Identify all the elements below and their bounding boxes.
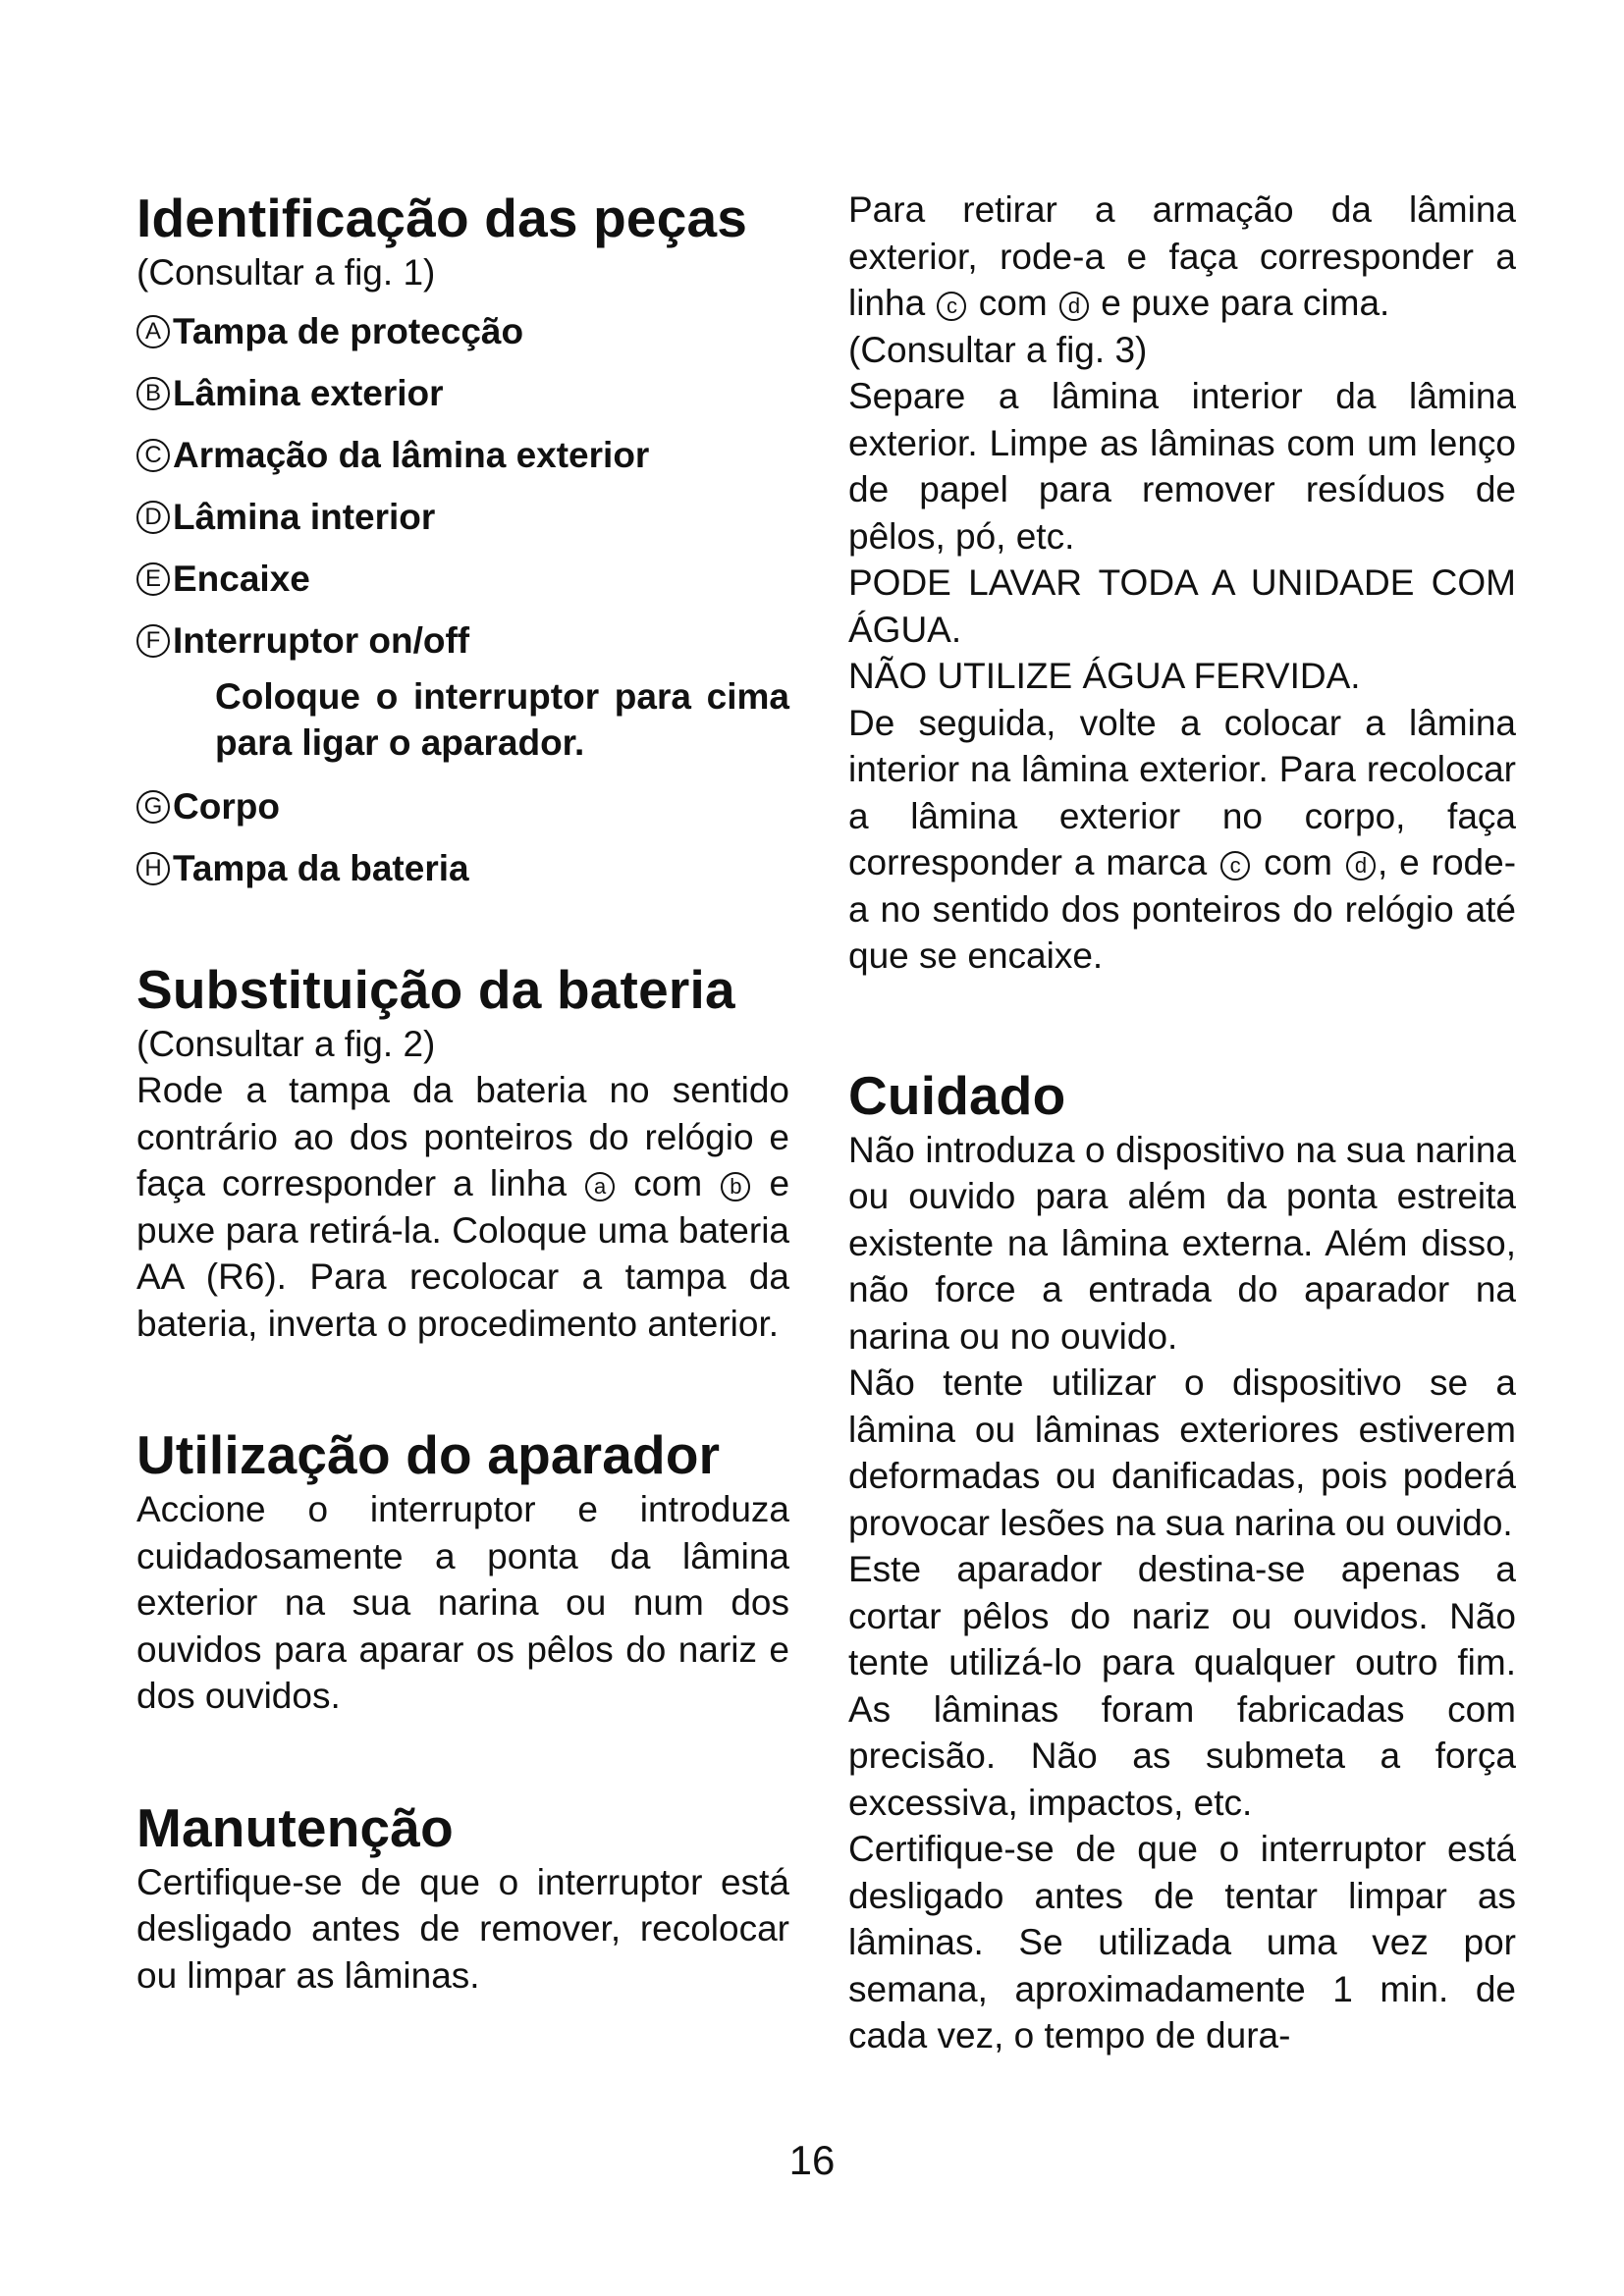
maintenance-continued [848, 187, 1516, 327]
part-label: Tampa de protecção [173, 310, 524, 351]
part-item-b [136, 370, 789, 417]
circled-a-icon: a [585, 1172, 615, 1201]
maintenance-title: Manutenção [136, 1796, 454, 1858]
battery-text-2: com [633, 1163, 703, 1203]
circled-letter-icon: C [136, 439, 170, 472]
battery-title: Substituição da bateria [136, 958, 735, 1020]
part-item-f [136, 617, 789, 665]
wash-text: PODE LAVAR TODA A UNIDADE COM ÁGUA. [848, 562, 1516, 650]
caution-p2: Não tente utilizar o dispositivo se a lâmina ou lâminas exteriores estiverem deformadas ou danificadas, pois poderá provocar lesões na sua narina ou ouvido. [848, 1362, 1516, 1543]
spacer [848, 980, 1516, 1064]
circled-letter-icon: B [136, 377, 170, 410]
part-label: Armação da lâmina exterior [173, 434, 650, 475]
circled-letter-icon: E [136, 562, 170, 596]
caution-p3: Este aparador destina-se apenas a cortar pêlos do nariz ou ouvidos. Não tente utilizá-lo para qualquer outro fim. As lâminas foram fabricadas com precisão. Não as submeta a força excessiva, impactos, etc. [848, 1549, 1516, 1823]
switch-note: Coloque o interruptor para cima para ligar o aparador. [215, 675, 789, 763]
circled-letter-icon: A [136, 315, 170, 348]
spacer [136, 1720, 789, 1796]
part-label: Lâmina exterior [173, 372, 444, 413]
battery-text-1: Rode a tampa da bateria no sentido contrário ao dos ponteiros do relógio e faça corresponder a linha [136, 1070, 789, 1203]
part-item-d [136, 494, 789, 541]
circled-letter-icon: F [136, 624, 170, 658]
maintenance-cont-text-3: e puxe para cima. [1101, 283, 1390, 323]
circled-d-icon: d [1346, 851, 1376, 881]
part-label: Corpo [173, 785, 280, 827]
reassemble-text [848, 700, 1516, 980]
part-item-e [136, 556, 789, 603]
battery-ref: (Consultar a fig. 2) [136, 1023, 436, 1064]
part-item-g [136, 783, 789, 830]
circled-letter-icon: G [136, 790, 170, 824]
circled-b-icon: b [721, 1172, 750, 1201]
part-item-h [136, 845, 789, 892]
right-column [848, 187, 1516, 2059]
usage-text: Accione o interruptor e introduza cuidadosamente a ponta da lâmina exterior na sua narina ou num dos ouvidos para aparar os pêlos do nariz e dos ouvidos. [136, 1489, 789, 1716]
battery-text-3: e puxe para retirá-la. Coloque uma bateria AA (R6). Para recolocar a tampa da bateria, inverta o procedimento anterior. [136, 1163, 790, 1344]
circled-d-icon: d [1059, 292, 1089, 321]
part-label: Encaixe [173, 558, 310, 599]
spacer [136, 1347, 789, 1423]
reassemble-text-3: , e rode-a no sentido dos ponteiros do relógio até que se encaixe. [848, 842, 1517, 976]
circled-letter-icon: H [136, 852, 170, 885]
circled-letter-icon: D [136, 501, 170, 534]
circled-c-icon: c [937, 292, 966, 321]
caution-p1: Não introduza o dispositivo na sua narina ou ouvido para além da ponta estreita existente na lâmina externa. Além disso, não force a entrada do aparador na narina ou no ouvido. [848, 1129, 1516, 1357]
part-item-a [136, 308, 789, 355]
maintenance-cont-text-2: com [978, 283, 1048, 323]
usage-title: Utilização do aparador [136, 1424, 721, 1485]
reassemble-text-2: com [1264, 842, 1333, 882]
left-column [136, 187, 789, 1999]
battery-text [136, 1067, 789, 1347]
caution-p4: Certifique-se de que o interruptor está desligado antes de tentar limpar as lâminas. Se utilizada uma vez por semana, aproximadamente 1 min. de cada vez, o tempo de dura- [848, 1829, 1516, 2056]
fig3-ref: (Consultar a fig. 3) [848, 329, 1148, 370]
part-label: Tampa da bateria [173, 847, 469, 888]
reassemble-text-1: De seguida, volte a colocar a lâmina interior na lâmina exterior. Para recolocar a lâmina exterior no corpo, faça corresponder a marca [848, 702, 1516, 882]
part-label: Lâmina interior [173, 496, 436, 537]
part-item-c [136, 432, 789, 479]
caution-title: Cuidado [848, 1064, 1066, 1126]
identification-title: Identificação das peças [136, 187, 748, 248]
identification-ref: (Consultar a fig. 1) [136, 252, 436, 293]
parts-list [136, 308, 789, 892]
maintenance-cont-text-1: Para retirar a armação da lâmina exterior, rode-a e faça corresponder a linha [848, 189, 1516, 323]
spacer [136, 907, 789, 958]
part-label: Interruptor on/off [173, 619, 470, 661]
no-boil-text: NÃO UTILIZE ÁGUA FERVIDA. [848, 656, 1361, 696]
separate-text: Separe a lâmina interior da lâmina exterior. Limpe as lâminas com um lenço de papel para remover resíduos de pêlos, pó, etc. [848, 376, 1516, 557]
circled-c-icon: c [1220, 851, 1250, 881]
maintenance-text: Certifique-se de que o interruptor está desligado antes de remover, recolocar ou limpar as lâminas. [136, 1861, 789, 1996]
page-number: 16 [788, 2137, 836, 2183]
